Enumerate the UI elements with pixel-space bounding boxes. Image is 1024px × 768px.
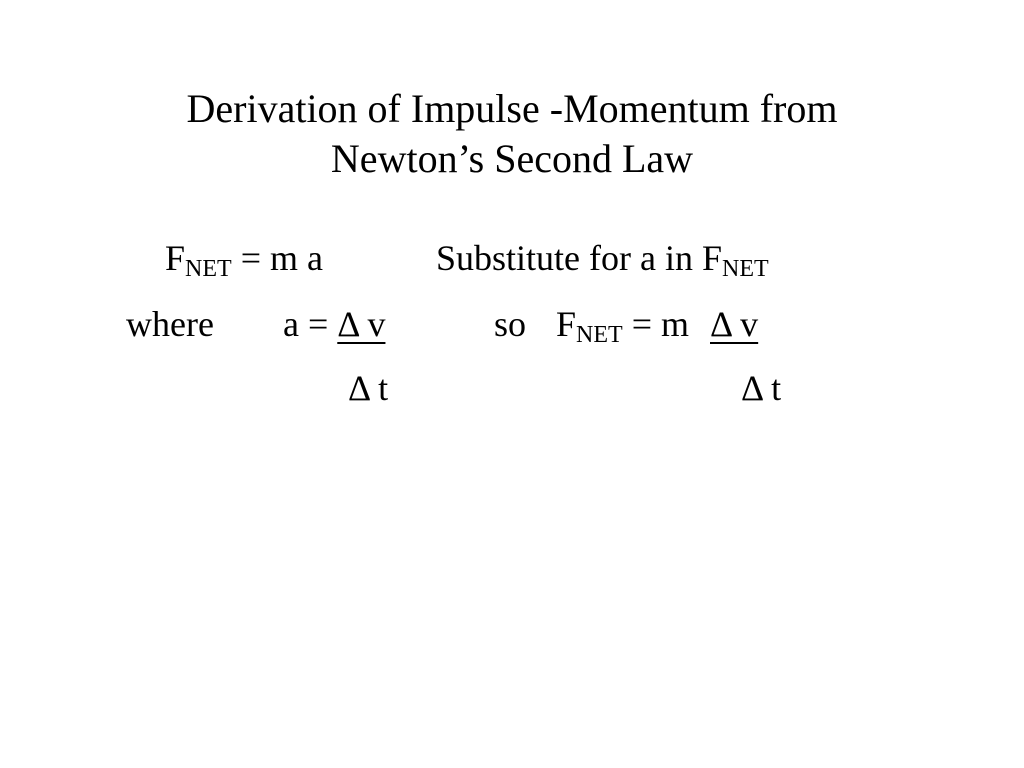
f-symbol: F	[165, 238, 186, 278]
fraction-1-numerator: Δ v	[337, 304, 386, 344]
f-net-equation	[165, 238, 323, 282]
so-label: so	[494, 304, 527, 344]
net-subscript: NET	[185, 256, 232, 282]
substitute-instruction	[436, 238, 769, 282]
substitute-text: Substitute for a in F	[436, 238, 722, 278]
title-line-2: Newton’s Second Law	[330, 136, 694, 181]
fraction-2-denominator: Δ t	[741, 368, 782, 408]
fraction-1-denominator: Δ t	[348, 368, 389, 408]
slide-title	[0, 84, 1024, 184]
equals-m: = m	[622, 304, 698, 344]
substituted-equation	[556, 304, 759, 348]
net-subscript: NET	[722, 256, 769, 282]
f-symbol: F	[556, 304, 577, 344]
net-subscript: NET	[576, 322, 623, 348]
equals-m-a: = m a	[231, 238, 323, 278]
where-label: where	[126, 304, 214, 344]
acceleration-definition	[283, 304, 385, 344]
fraction-2-numerator: Δ v	[710, 304, 759, 344]
a-equals: a =	[283, 304, 338, 344]
title-line-1: Derivation of Impulse -Momentum from	[186, 86, 838, 131]
